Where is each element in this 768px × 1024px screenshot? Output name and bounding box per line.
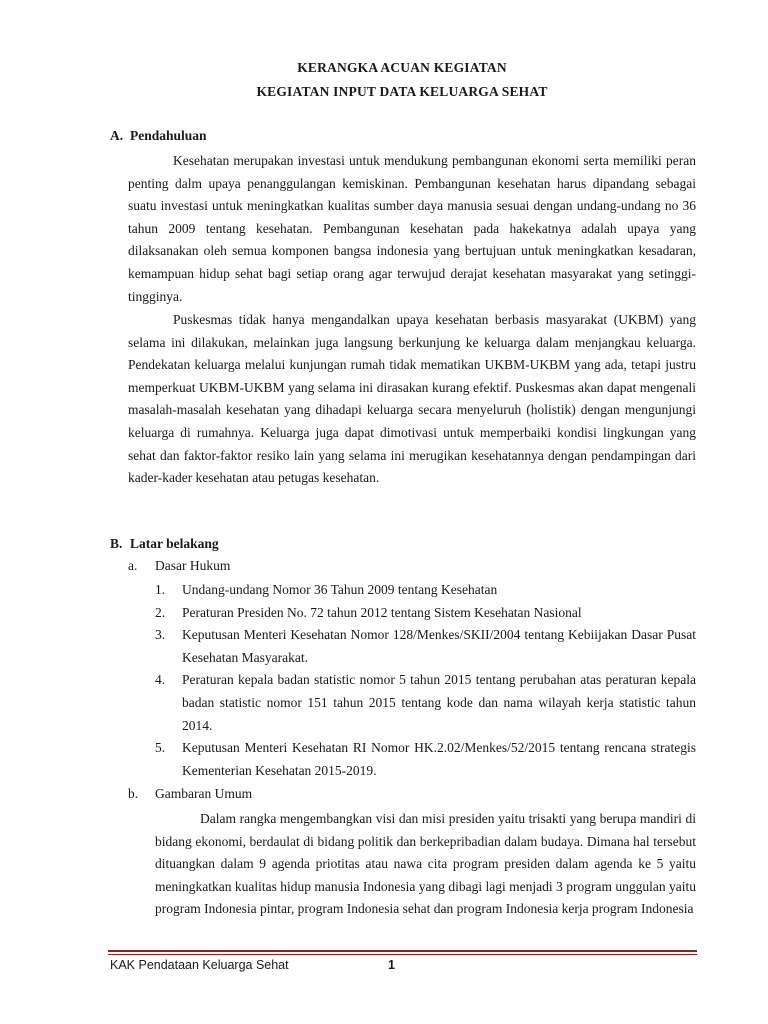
- section-a-letter: A.: [110, 128, 124, 143]
- list-text: Peraturan Presiden No. 72 tahun 2012 tentang Sistem Kesehatan Nasional: [182, 604, 582, 620]
- section-b-title: Latar belakang: [130, 536, 219, 551]
- paragraph-gambaran-umum: Dalam rangka mengembangkan visi dan misi presiden yaitu trisakti yang berupa mandiri di bidang ekonomi, berdaulat di bidang politik dan berkepribadian dalam budaya. Dimana hal tersebut dituangkan dalam 9 agenda priotitas atau nawa cita program presiden dalam agenda ke 5 yaitu meningkatkan kualitas hidup manusia Indonesia yang dibagi lagi menjadi 3 program unggulan yaitu program Indonesia pintar, program Indonesia sehat dan program Indonesia kerja program Indonesia: [155, 811, 696, 917]
- subsection-a-letter: a.: [128, 558, 138, 573]
- list-text: Undang-undang Nomor 36 Tahun 2009 tentang Kesehatan: [182, 582, 498, 597]
- subsection-b-letter: b.: [128, 786, 139, 801]
- subsection-gambaran-umum: [128, 786, 696, 802]
- list-item: [155, 602, 696, 625]
- footer-rule-thin: [108, 954, 697, 955]
- subsection-a-title: Dasar Hukum: [155, 558, 231, 573]
- page-number: 1: [388, 958, 395, 972]
- list-number: 5.: [155, 740, 166, 756]
- subsection-b-title: Gambaran Umum: [155, 786, 253, 801]
- list-number: 2.: [155, 604, 166, 620]
- section-b-letter: B.: [110, 536, 123, 551]
- list-item: [155, 669, 696, 737]
- section-a-title: Pendahuluan: [130, 128, 207, 143]
- document-subtitle: KEGIATAN INPUT DATA KELUARGA SEHAT: [256, 84, 548, 99]
- subsection-dasar-hukum: [128, 558, 696, 574]
- list-number: 3.: [155, 627, 166, 643]
- list-text: Keputusan Menteri Kesehatan RI Nomor HK.2.02/Menkes/52/2015 tentang rencana strategis Kementerian Kesehatan 2015-2019.: [182, 740, 696, 778]
- list-text: Keputusan Menteri Kesehatan Nomor 128/Menkes/SKII/2004 tentang Kebiijakan Dasar Pusat Kesehatan Masyarakat.: [182, 627, 696, 665]
- section-a-heading: [110, 128, 207, 144]
- section-b-heading: [110, 536, 219, 552]
- footer-rule-thick: [108, 950, 697, 952]
- list-item: [155, 624, 696, 669]
- list-item: [155, 579, 696, 602]
- paragraph-pendahuluan-1: Kesehatan merupakan investasi untuk mendukung pembangunan ekonomi serta memiliki peran penting dalm upaya penanggulangan kemiskinan. Pembangunan kesehatan harus dipandang sebagai suatu investasi untuk meningkatkan kualitas sumber daya manusia sesuai dengan undang-undang no 36 tahun 2009 tentang kesehatan. Pembangunan kesehatan pada hakekatnya adalah upaya yang dilaksanakan oleh semua komponen bangsa indonesia yang bertujuan untuk meningkatkan kesadaran, kemampuan hidup sehat bagi setiap orang agar terwujud derajat kesehatan masyarakat yang setinggi-tingginya.: [128, 153, 696, 304]
- footer-title: KAK Pendataan Keluarga Sehat: [110, 958, 289, 972]
- list-number: 4.: [155, 672, 166, 688]
- list-text: Peraturan kepala badan statistic nomor 5 tahun 2015 tentang perubahan atas peraturan kepala badan statistic nomor 151 tahun 2015 tentang kode dan nama wilayah kerja statistic tahun 2014.: [182, 672, 696, 733]
- legal-basis-list: [155, 579, 696, 782]
- list-item: [155, 737, 696, 782]
- paragraph-pendahuluan-2: Puskesmas tidak hanya mengandalkan upaya kesehatan berbasis masyarakat (UKBM) yang selama ini dilakukan, melainkan juga langsung berkunjung ke keluarga dalam menjangkau keluarga. Pendekatan keluarga melalui kunjungan rumah tidak mematikan UKBM-UKBM yang ada, tetapi justru memperkuat UKBM-UKBM yang selama ini dirasakan kurang efektif. Puskesmas akan dapat mengenali masalah-masalah kesehatan yang dihadapi keluarga secara menyeluruh (holistik) dengan mengunjungi keluarga di rumahnya. Keluarga juga dapat dimotivasi untuk memperbaiki kondisi lingkungan yang sehat dan faktor-faktor resiko lain yang selama ini merugikan kesehatannya dengan pendampingan dari kader-kader kesehatan atau petugas kesehatan.: [128, 312, 696, 486]
- document-title: KERANGKA ACUAN KEGIATAN: [297, 60, 507, 75]
- list-number: 1.: [155, 582, 166, 597]
